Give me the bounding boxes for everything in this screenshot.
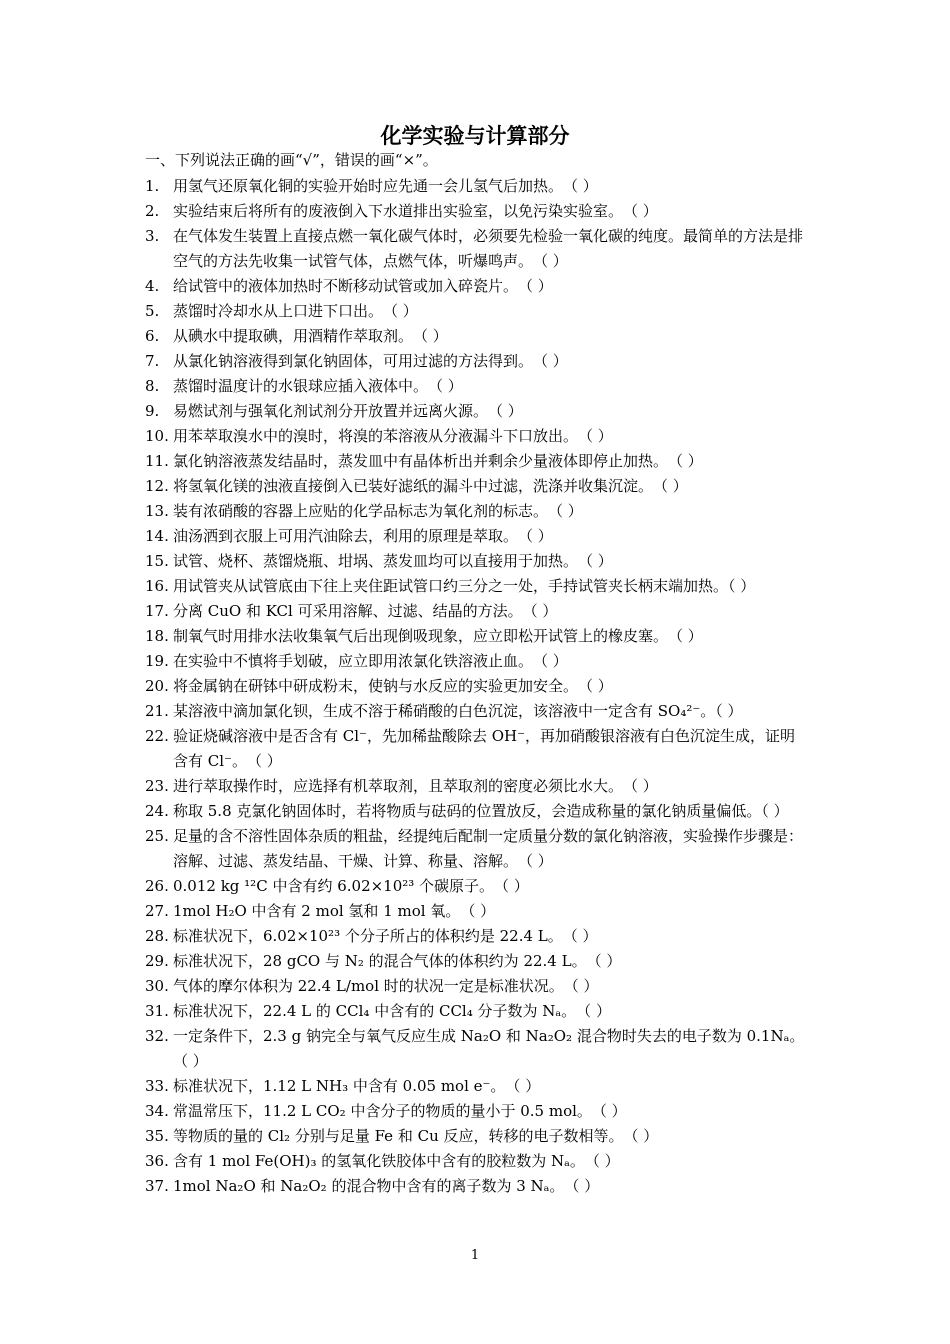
item-text: 油汤洒到衣服上可用汽油除去，利用的原理是萃取。 （ ） [173,527,553,545]
item-text: 标准状况下，22.4 L 的 CCl₄ 中含有的 CCl₄ 分子数为 Nₐ。 （ ） [173,1002,611,1020]
item-number: 15. [145,552,169,570]
item-number: 17. [145,602,169,620]
list-item [145,774,810,799]
list-item [145,449,810,474]
list-item [145,824,810,874]
item-text: 含有 1 mol Fe(OH)₃ 的氢氧化铁胶体中含有的胶粒数为 Nₐ。 （ ） [173,1152,620,1170]
item-text: 常温常压下，11.2 L CO₂ 中含分子的物质的量小于 0.5 mol。 （ ） [173,1102,627,1120]
item-number: 26. [145,877,169,895]
item-number: 12. [145,477,169,495]
list-item [145,649,810,674]
item-number: 6. [145,327,160,345]
item-text: 进行萃取操作时，应选择有机萃取剂，且萃取剂的密度必须比水大。 （ ） [173,777,658,795]
item-text: 1mol Na₂O 和 Na₂O₂ 的混合物中含有的离子数为 3 Nₐ。 （ ） [173,1177,600,1195]
list-item [145,1174,810,1199]
list-item [145,724,810,774]
item-number: 21. [145,702,169,720]
item-text: 用苯萃取溴水中的溴时，将溴的苯溶液从分液漏斗下口放出。 （ ） [173,427,613,445]
item-number: 37. [145,1177,169,1195]
list-item [145,399,810,424]
item-text: 装有浓硝酸的容器上应贴的化学品标志为氧化剂的标志。 （ ） [173,502,583,520]
section-heading: 一、下列说法正确的画“√”，错误的画“×”。 [145,151,438,169]
item-number: 11. [145,452,169,470]
item-number: 22. [145,727,169,745]
item-number: 23. [145,777,169,795]
item-number: 8. [145,377,160,395]
list-item [145,299,810,324]
item-number: 27. [145,902,169,920]
question-list [145,174,810,1199]
item-number: 19. [145,652,169,670]
page-number: 1 [470,1248,480,1263]
item-text: 某溶液中滴加氯化钡，生成不溶于稀硝酸的白色沉淀，该溶液中一定含有 SO₄²⁻。（ ） [173,702,743,720]
list-item [145,424,810,449]
item-text: 标准状况下，6.02×10²³ 个分子所占的体积约是 22.4 L。 （ ） [173,927,598,945]
item-text: 从碘水中提取碘，用酒精作萃取剂。 （ ） [173,327,448,345]
item-number: 7. [145,352,160,370]
list-item [145,324,810,349]
list-item [145,174,810,199]
item-text: 足量的含不溶性固体杂质的粗盐，经提纯后配制一定质量分数的氯化钠溶液，实验操作步骤是：溶解、过滤、蒸发结晶、干燥、计算、称量、溶解。 （ ） [173,827,804,870]
item-number: 20. [145,677,169,695]
item-text: 一定条件下，2.3 g 钠完全与氧气反应生成 Na₂O 和 Na₂O₂ 混合物时失去的电子数为 0.1Nₐ。（ ） [173,1027,805,1070]
item-text: 从氯化钠溶液得到氯化钠固体，可用过滤的方法得到。 （ ） [173,352,568,370]
list-item [145,949,810,974]
item-text: 分离 CuO 和 KCl 可采用溶解、过滤、结晶的方法。 （ ） [173,602,558,620]
item-number: 24. [145,802,169,820]
item-text: 将氢氧化镁的浊液直接倒入已装好滤纸的漏斗中过滤，洗涤并收集沉淀。 （ ） [173,477,688,495]
item-number: 18. [145,627,169,645]
item-number: 25. [145,827,169,845]
list-item [145,899,810,924]
item-number: 32. [145,1027,169,1045]
item-number: 36. [145,1152,169,1170]
item-number: 13. [145,502,169,520]
item-number: 29. [145,952,169,970]
item-number: 28. [145,927,169,945]
item-text: 实验结束后将所有的废液倒入下水道排出实验室，以免污染实验室。 （ ） [173,202,658,220]
list-item [145,1024,810,1074]
item-text: 气体的摩尔体积为 22.4 L/mol 时的状况一定是标准状况。 （ ） [173,977,599,995]
item-text: 在实验中不慎将手划破，应立即用浓氯化铁溶液止血。 （ ） [173,652,568,670]
item-text: 在气体发生装置上直接点燃一氧化碳气体时，必须要先检验一氧化碳的纯度。最简单的方法是排空气的方法先收集一试管气体，点燃气体，听爆鸣声。 （ ） [173,227,804,270]
list-item [145,624,810,649]
item-number: 16. [145,577,169,595]
item-text: 用试管夹从试管底由下往上夹住距试管口约三分之一处，手持试管夹长柄末端加热。（ ） [173,577,756,595]
item-number: 33. [145,1077,169,1095]
item-number: 3. [145,227,160,245]
item-text: 验证烧碱溶液中是否含有 Cl⁻，先加稀盐酸除去 OH⁻，再加硝酸银溶液有白色沉淀生成，证明含有 Cl⁻。 （ ） [173,727,796,770]
list-item [145,224,810,274]
list-item [145,524,810,549]
item-text: 给试管中的液体加热时不断移动试管或加入碎瓷片。 （ ） [173,277,553,295]
item-text: 将金属钠在研钵中研成粉末，使钠与水反应的实验更加安全。 （ ） [173,677,613,695]
item-number: 35. [145,1127,169,1145]
list-item [145,374,810,399]
item-text: 1mol H₂O 中含有 2 mol 氢和 1 mol 氧。 （ ） [173,902,496,920]
item-text: 氯化钠溶液蒸发结晶时，蒸发皿中有晶体析出并剩余少量液体即停止加热。 （ ） [173,452,703,470]
item-text: 试管、烧杯、蒸馏烧瓶、坩埚、蒸发皿均可以直接用于加热。 （ ） [173,552,613,570]
list-item [145,974,810,999]
list-item [145,1124,810,1149]
item-number: 9. [145,402,160,420]
list-item [145,574,810,599]
item-text: 制氧气时用排水法收集氧气后出现倒吸现象，应立即松开试管上的橡皮塞。 （ ） [173,627,703,645]
item-number: 1. [145,177,160,195]
list-item [145,599,810,624]
item-number: 10. [145,427,169,445]
item-text: 蒸馏时冷却水从上口进下口出。 （ ） [173,302,418,320]
list-item [145,874,810,899]
item-number: 30. [145,977,169,995]
item-text: 标准状况下，1.12 L NH₃ 中含有 0.05 mol e⁻。 （ ） [173,1077,541,1095]
item-number: 34. [145,1102,169,1120]
list-item [145,499,810,524]
list-item [145,349,810,374]
item-text: 称取 5.8 克氯化钠固体时，若将物质与砝码的位置放反，会造成称量的氯化钠质量偏低。（ ） [173,802,789,820]
list-item [145,274,810,299]
list-item [145,674,810,699]
list-item [145,1074,810,1099]
list-item [145,1099,810,1124]
list-item [145,549,810,574]
item-number: 2. [145,202,160,220]
list-item [145,1149,810,1174]
item-text: 易燃试剂与强氧化剂试剂分开放置并远离火源。 （ ） [173,402,523,420]
item-text: 0.012 kg ¹²C 中含有约 6.02×10²³ 个碳原子。 （ ） [173,877,529,895]
item-number: 4. [145,277,160,295]
item-number: 14. [145,527,169,545]
page-title: 化学实验与计算部分 [380,124,570,148]
list-item [145,799,810,824]
item-text: 等物质的量的 Cl₂ 分别与足量 Fe 和 Cu 反应，转移的电子数相等。 （ ） [173,1127,659,1145]
list-item [145,999,810,1024]
list-item [145,924,810,949]
list-item [145,199,810,224]
item-text: 蒸馏时温度计的水银球应插入液体中。 （ ） [173,377,463,395]
list-item [145,699,810,724]
item-text: 标准状况下，28 gCO 与 N₂ 的混合气体的体积约为 22.4 L。 （ ） [173,952,622,970]
list-item [145,474,810,499]
item-number: 5. [145,302,160,320]
item-number: 31. [145,1002,169,1020]
item-text: 用氢气还原氧化铜的实验开始时应先通一会儿氢气后加热。 （ ） [173,177,598,195]
